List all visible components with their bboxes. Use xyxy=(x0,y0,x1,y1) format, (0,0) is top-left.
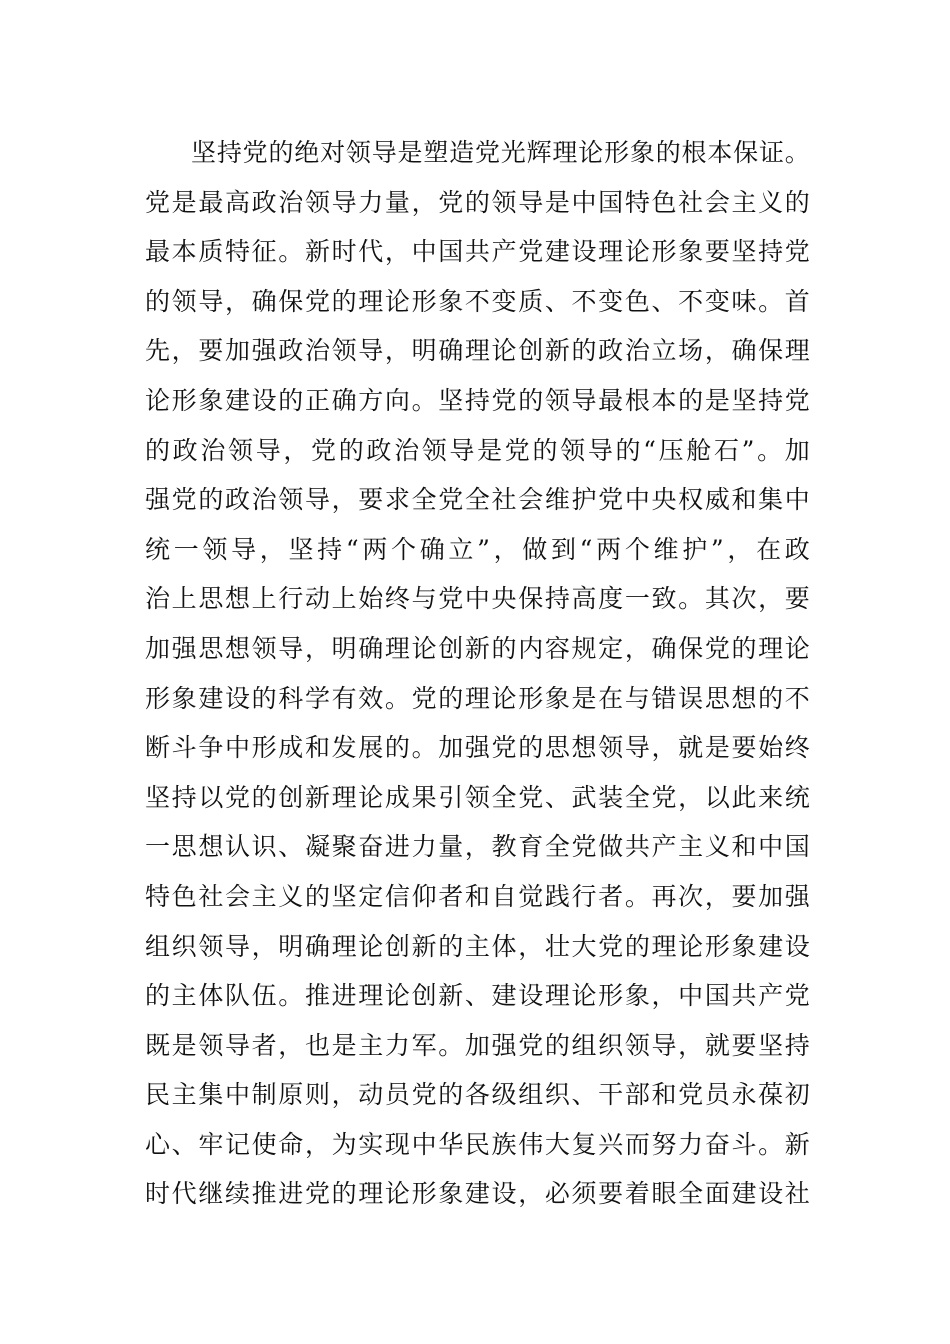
text-line: 的政治领导，党的政治领导是党的领导的“压舱石”。加 xyxy=(145,435,810,465)
text-line: 既是领导者，也是主力军。加强党的组织领导，就要坚持 xyxy=(145,1030,810,1060)
text-line: 形象建设的科学有效。党的理论形象是在与错误思想的不 xyxy=(145,683,810,713)
text-line: 最本质特征。新时代，中国共产党建设理论形象要坚持党 xyxy=(145,237,810,267)
text-line: 的领导，确保党的理论形象不变质、不变色、不变味。首 xyxy=(145,286,810,316)
text-line: 统一领导，坚持“两个确立”，做到“两个维护”，在政 xyxy=(145,534,810,564)
text-line: 坚持党的绝对领导是塑造党光辉理论形象的根本保证。 xyxy=(191,138,810,167)
text-line: 先，要加强政治领导，明确理论创新的政治立场，确保理 xyxy=(145,336,810,366)
text-line: 心、牢记使命，为实现中华民族伟大复兴而努力奋斗。新 xyxy=(145,1129,810,1159)
text-line: 断斗争中形成和发展的。加强党的思想领导，就是要始终 xyxy=(145,733,810,763)
text-line: 治上思想上行动上始终与党中央保持高度一致。其次，要 xyxy=(145,584,810,614)
text-line: 组织领导，明确理论创新的主体，壮大党的理论形象建设 xyxy=(145,931,810,961)
text-line: 时代继续推进党的理论形象建设，必须要着眼全面建设社 xyxy=(145,1179,810,1209)
text-line: 特色社会主义的坚定信仰者和自觉践行者。再次，要加强 xyxy=(145,881,810,911)
text-line: 民主集中制原则，动员党的各级组织、干部和党员永葆初 xyxy=(145,1080,810,1110)
text-line: 加强思想领导，明确理论创新的内容规定，确保党的理论 xyxy=(145,633,810,663)
text-line: 强党的政治领导，要求全党全社会维护党中央权威和集中 xyxy=(145,485,810,515)
text-line: 党是最高政治领导力量，党的领导是中国特色社会主义的 xyxy=(145,187,810,217)
text-line: 论形象建设的正确方向。坚持党的领导最根本的是坚持党 xyxy=(145,385,810,415)
body-paragraph xyxy=(145,128,810,1219)
text-line: 的主体队伍。推进理论创新、建设理论形象，中国共产党 xyxy=(145,981,810,1011)
text-line: 坚持以党的创新理论成果引领全党、武装全党，以此来统 xyxy=(145,782,810,812)
text-line: 一思想认识、凝聚奋进力量，教育全党做共产主义和中国 xyxy=(145,832,810,862)
